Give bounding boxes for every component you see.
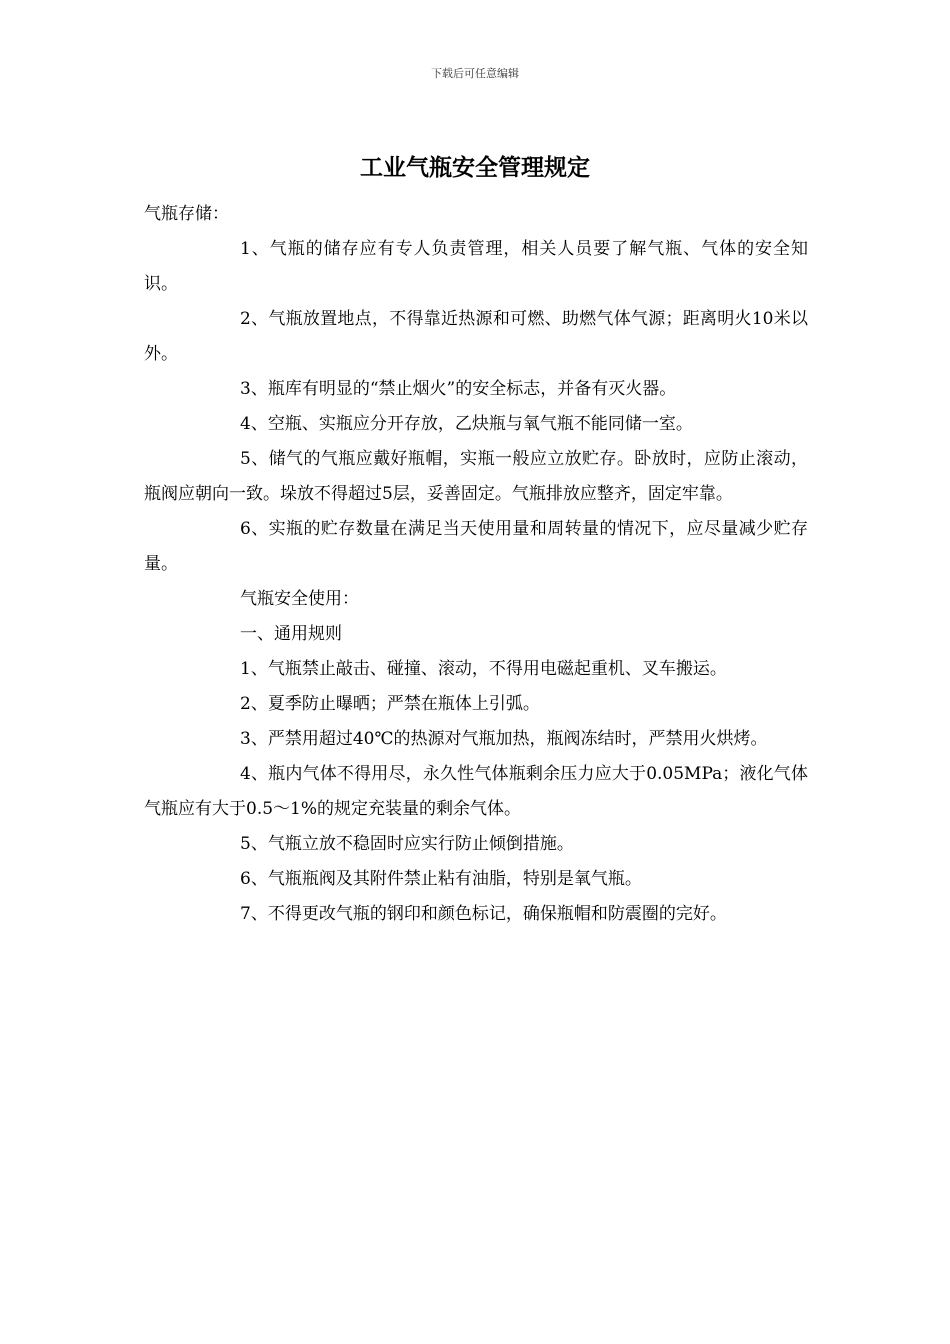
usage-item-7: 7、不得更改气瓶的钢印和颜色标记，确保瓶帽和防震圈的完好。 (240, 904, 727, 924)
storage-item-2: 2、气瓶放置地点，不得靠近热源和可燃、助燃气体气源；距离明火10米以外。 (144, 309, 808, 364)
usage-item-6: 6、气瓶瓶阀及其附件禁止粘有油脂，特别是氧气瓶。 (240, 869, 642, 889)
usage-item-2: 2、夏季防止曝晒；严禁在瓶体上引弧。 (240, 694, 540, 714)
usage-item-4: 4、瓶内气体不得用尽，永久性气体瓶剩余压力应大于0.05MPa；液化气体气瓶应有大于0.5～1%的规定充装量的剩余气体。 (144, 764, 808, 819)
usage-item-5: 5、气瓶立放不稳固时应实行防止倾倒措施。 (240, 834, 574, 854)
usage-item-1: 1、气瓶禁止敲击、碰撞、滚动，不得用电磁起重机、叉车搬运。 (240, 659, 727, 679)
usage-section-heading: 气瓶安全使用： (240, 589, 359, 609)
usage-item-3: 3、严禁用超过40℃的热源对气瓶加热，瓶阀冻结时，严禁用火烘烤。 (240, 729, 768, 749)
storage-item-5: 5、储气的气瓶应戴好瓶帽，实瓶一般应立放贮存。卧放时，应防止滚动，瓶阀应朝向一致。垛放不得超过5层，妥善固定。气瓶排放应整齐，固定牢靠。 (144, 449, 808, 504)
storage-item-6: 6、实瓶的贮存数量在满足当天使用量和周转量的情况下，应尽量减少贮存量。 (144, 519, 808, 574)
page-header-note: 下载后可任意编辑 (431, 67, 519, 80)
storage-item-1: 1、气瓶的储存应有专人负责管理，相关人员要了解气瓶、气体的安全知识。 (144, 239, 808, 294)
document-body (144, 197, 808, 932)
storage-item-4: 4、空瓶、实瓶应分开存放，乙炔瓶与氧气瓶不能同储一室。 (240, 414, 693, 434)
storage-section-heading: 气瓶存储： (144, 204, 229, 224)
document-title: 工业气瓶安全管理规定 (360, 155, 590, 181)
storage-item-3: 3、瓶库有明显的“禁止烟火”的安全标志，并备有灭火器。 (240, 379, 677, 399)
usage-subheading: 一、通用规则 (240, 624, 342, 644)
